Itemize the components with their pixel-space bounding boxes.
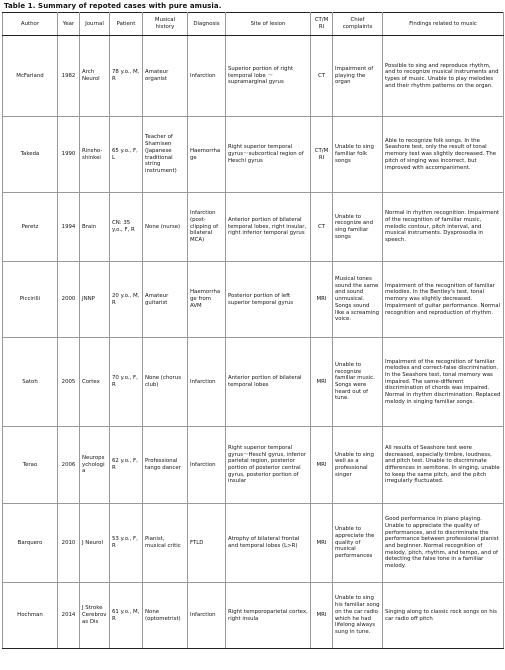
- cell-ct-mri: MRI: [311, 583, 333, 649]
- table-row: [3, 193, 504, 262]
- cell-author: McFarland: [3, 36, 58, 117]
- cell-patient: 61 y.o., M, R: [110, 583, 143, 649]
- cell-ct-mri: CT/MRI: [311, 117, 333, 193]
- col-header-site-of-lesion: Site of lesion: [226, 13, 311, 36]
- cell-year: 1994: [58, 193, 80, 262]
- table-row: [3, 262, 504, 338]
- col-header-musical-history: Musical history: [143, 13, 188, 36]
- cell-journal: Arch Neurol: [80, 36, 110, 117]
- cell-findings: Possible to sing and reproduce rhythm, and to recognize musical instruments and types of music. Unable to play melodies and their rhythm patterns on the organ.: [383, 36, 504, 117]
- cell-findings: Good performance in piano playing. Unable to appreciate the quality of performances, and to discriminate the performance between professional pianist and beginner. Normal recognition of melody, pitch, rhythm, and tempo, and of detecting the false tone in a familiar melody.: [383, 504, 504, 583]
- amusia-case-table: [2, 12, 504, 649]
- col-header-ct-mri: CT/MRI: [311, 13, 333, 36]
- cell-findings: Singing along to classic rock songs on his car radio off pitch: [383, 583, 504, 649]
- cell-diagnosis: Infarction: [188, 583, 226, 649]
- cell-year: 2010: [58, 504, 80, 583]
- cell-chief-complaints: Unable to recognize familiar music. Songs were heard out of tune.: [333, 338, 383, 427]
- col-header-author: Author: [3, 13, 58, 36]
- cell-patient: 53 y.o., F, R: [110, 504, 143, 583]
- cell-findings: Impairment of the recognition of familiar melodies. In the Bentley's test, tonal memory was slightly decreased. Impairment of guitar performance. Normal recognition and reproduction of rhythm.: [383, 262, 504, 338]
- cell-diagnosis: Haemorrhage from AVM: [188, 262, 226, 338]
- cell-site-of-lesion: Atrophy of bilateral frontal and temporal lobes (L>R): [226, 504, 311, 583]
- cell-author: Peretz: [3, 193, 58, 262]
- cell-journal: Cortex: [80, 338, 110, 427]
- cell-ct-mri: MRI: [311, 427, 333, 504]
- cell-chief-complaints: Musical tones sound the same and sound unmusical. Songs sound like a screaming voice.: [333, 262, 383, 338]
- cell-musical-history: Teacher of Shamisen (Japanese traditional string instrument): [143, 117, 188, 193]
- cell-chief-complaints: Unable to sing familiar folk songs: [333, 117, 383, 193]
- cell-musical-history: Amateur guitarist: [143, 262, 188, 338]
- cell-patient: 62 y.o., F, R: [110, 427, 143, 504]
- cell-site-of-lesion: Right superior temporal gyrus～subcortical region of Heschl gyrus: [226, 117, 311, 193]
- cell-diagnosis: Haemorrhage: [188, 117, 226, 193]
- cell-author: Takeda: [3, 117, 58, 193]
- cell-findings: All results of Seashore test were decreased, especially timbre, loudness, and pitch test. Unable to discriminate differences in semitone. In singing, unable to keep the same pitch, and the pitch irregularly fluctuated.: [383, 427, 504, 504]
- cell-diagnosis: Infarction: [188, 36, 226, 117]
- col-header-journal: Journal: [80, 13, 110, 36]
- cell-site-of-lesion: Right temporoparietal cortex, right insula: [226, 583, 311, 649]
- cell-ct-mri: CT: [311, 36, 333, 117]
- cell-diagnosis: Infarction (post-clipping of bilateral MCA): [188, 193, 226, 262]
- cell-ct-mri: CT: [311, 193, 333, 262]
- table-row: [3, 36, 504, 117]
- cell-findings: Normal in rhythm recognition. Impairment of the recognition of familiar music, melodic contour, pitch interval, and musical instruments. Dysprosodia in speech.: [383, 193, 504, 262]
- cell-journal: J Neurol: [80, 504, 110, 583]
- cell-musical-history: Professional tango dancer: [143, 427, 188, 504]
- cell-chief-complaints: Impairment of playing the organ: [333, 36, 383, 117]
- cell-year: 1990: [58, 117, 80, 193]
- cell-patient: CN: 35 y.o., F, R: [110, 193, 143, 262]
- cell-site-of-lesion: Anterior portion of bilateral temporal lobes: [226, 338, 311, 427]
- cell-year: 2014: [58, 583, 80, 649]
- cell-ct-mri: MRI: [311, 504, 333, 583]
- cell-journal: J Stroke Cerebrovas Dis: [80, 583, 110, 649]
- table-row: [3, 427, 504, 504]
- cell-diagnosis: Infarction: [188, 338, 226, 427]
- cell-findings: Impairment of the recognition of familiar melodies and correct-false discrimination. In the Seashore test, tonal memory was impaired. The same-different discrimination of chords was impaired. Normal in rhythm discrimination. Replaced melody in singing familiar songs.: [383, 338, 504, 427]
- table-header-row: [3, 13, 504, 36]
- cell-chief-complaints: Unable to appreciate the quality of musical performances: [333, 504, 383, 583]
- cell-musical-history: None (nurse): [143, 193, 188, 262]
- cell-site-of-lesion: Posterior portion of left superior temporal gyrus: [226, 262, 311, 338]
- cell-diagnosis: Infarction: [188, 427, 226, 504]
- cell-chief-complaints: Unable to sing well as a professional singer: [333, 427, 383, 504]
- cell-musical-history: Pianist, musical critic: [143, 504, 188, 583]
- cell-year: 1982: [58, 36, 80, 117]
- cell-author: Terao: [3, 427, 58, 504]
- cell-patient: 78 y.o., M, R: [110, 36, 143, 117]
- table-caption: Table 1. Summary of repoted cases with pure amusia.: [4, 2, 222, 10]
- cell-year: 2006: [58, 427, 80, 504]
- cell-journal: Rinsho-shinkei: [80, 117, 110, 193]
- cell-chief-complaints: Unable to recognize and sing familiar songs: [333, 193, 383, 262]
- cell-author: Piccirilli: [3, 262, 58, 338]
- cell-author: Satoh: [3, 338, 58, 427]
- table-row: [3, 338, 504, 427]
- cell-ct-mri: MRI: [311, 338, 333, 427]
- cell-site-of-lesion: Right superior temporal gyrus～Heschl gyrus, inferior parietal region, posterior portion of posterior central gyrus, posterior portion of insular: [226, 427, 311, 504]
- cell-ct-mri: MRI: [311, 262, 333, 338]
- cell-patient: 20 y.o., M, R: [110, 262, 143, 338]
- cell-diagnosis: FTLD: [188, 504, 226, 583]
- cell-year: 2000: [58, 262, 80, 338]
- col-header-year: Year: [58, 13, 80, 36]
- table-row: [3, 583, 504, 649]
- cell-year: 2005: [58, 338, 80, 427]
- col-header-findings: Findings related to music: [383, 13, 504, 36]
- col-header-chief-complaints: Chief complaints: [333, 13, 383, 36]
- cell-musical-history: None (optometrist): [143, 583, 188, 649]
- cell-site-of-lesion: Superior portion of right temporal lobe ～supramarginal gyrus: [226, 36, 311, 117]
- cell-journal: Neuropsychologia: [80, 427, 110, 504]
- table-row: [3, 117, 504, 193]
- cell-journal: JNNP: [80, 262, 110, 338]
- cell-author: Hochman: [3, 583, 58, 649]
- table-row: [3, 504, 504, 583]
- cell-journal: Brain: [80, 193, 110, 262]
- cell-findings: Able to recognize folk songs. In the Seashore test, only the result of tonal memory test was slightly decreased. The pitch of singing was incorrect, but improved with accompaniment.: [383, 117, 504, 193]
- cell-musical-history: Amateur organist: [143, 36, 188, 117]
- cell-musical-history: None (chorus club): [143, 338, 188, 427]
- cell-author: Barquero: [3, 504, 58, 583]
- cell-site-of-lesion: Anterior portion of bilateral temporal lobes, right insular, right inferior temporal gyrus: [226, 193, 311, 262]
- col-header-diagnosis: Diagnosis: [188, 13, 226, 36]
- col-header-patient: Patient: [110, 13, 143, 36]
- cell-patient: 70 y.o., F, R: [110, 338, 143, 427]
- cell-patient: 65 y.o., F, L: [110, 117, 143, 193]
- cell-chief-complaints: Unable to sing his familiar song on the car radio which he had lifelong always sung in tune.: [333, 583, 383, 649]
